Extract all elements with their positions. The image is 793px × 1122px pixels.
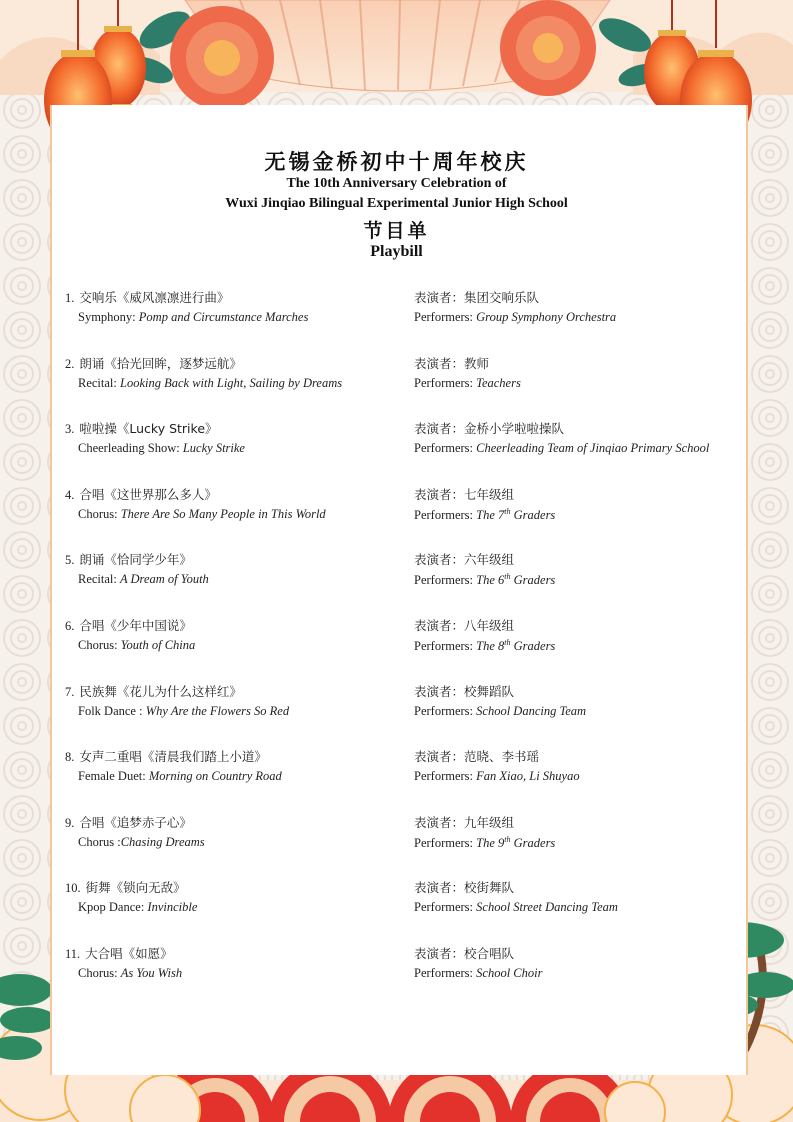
program-title-en: A Dream of Youth — [120, 572, 209, 586]
performer-label-en: Performers: — [414, 376, 477, 390]
program-genre-en: Chorus: — [78, 966, 121, 980]
program-genre-en: Recital: — [78, 376, 120, 390]
program-title-en-line — [78, 900, 197, 915]
performer-label-en: Performers: — [414, 769, 477, 783]
performer-label-cn: 表演者： — [414, 880, 465, 895]
program-item — [0, 747, 793, 797]
program-item — [0, 813, 793, 863]
performer-cn: 教师 — [464, 356, 490, 371]
program-title-cn: 合唱《这世界那么多人》 — [79, 487, 217, 502]
performer-cn-line — [414, 878, 514, 896]
program-genre-en: Chorus: — [78, 507, 121, 521]
program-number: 4. — [65, 488, 75, 502]
program-genre-en: Symphony: — [78, 310, 139, 324]
program-title-en: Why Are the Flowers So Red — [145, 704, 290, 718]
program-title-cn: 街舞《锁向无敌》 — [85, 880, 186, 895]
performer-cn: 八年级组 — [464, 618, 515, 633]
performer-en: The 8th Graders — [476, 638, 556, 654]
program-title-cn-line — [65, 682, 242, 700]
program-item — [0, 616, 793, 666]
program-number: 2. — [65, 357, 75, 371]
program-title-en-line — [78, 835, 205, 850]
performer-en: The 9th Graders — [476, 835, 556, 851]
program-number: 10. — [65, 881, 81, 895]
performer-en-line — [414, 835, 555, 851]
performer-cn: 金桥小学啦啦操队 — [464, 421, 565, 436]
program-genre-en: Recital: — [78, 572, 120, 586]
program-genre-en: Chorus: — [78, 638, 121, 652]
performer-label-cn: 表演者： — [414, 290, 465, 305]
performer-label-cn: 表演者： — [414, 356, 465, 371]
program-number: 5. — [65, 553, 75, 567]
performer-cn: 九年级组 — [464, 815, 515, 830]
program-title-en: Chasing Dreams — [120, 835, 205, 849]
title-chinese: 无锡金桥初中十周年校庆 — [264, 150, 529, 174]
performer-label-en: Performers: — [414, 508, 477, 523]
program-title-cn-line — [65, 747, 267, 765]
performer-en-line — [414, 966, 542, 981]
program-title-cn: 交响乐《威风凛凛进行曲》 — [79, 290, 230, 305]
program-item — [0, 682, 793, 732]
performer-cn-line — [414, 485, 514, 503]
performer-cn: 集团交响乐队 — [464, 290, 540, 305]
performer-label-cn: 表演者： — [414, 684, 465, 699]
program-item — [0, 550, 793, 600]
performer-cn-line — [414, 616, 514, 634]
performer-label-en: Performers: — [414, 573, 477, 588]
performer-en-line — [414, 704, 586, 719]
performer-en: Group Symphony Orchestra — [476, 310, 617, 324]
performer-label-en: Performers: — [414, 966, 477, 980]
performer-cn-line — [414, 550, 514, 568]
program-number: 8. — [65, 750, 75, 764]
performer-cn-line — [414, 813, 514, 831]
performer-cn-line — [414, 944, 514, 962]
program-item — [0, 944, 793, 994]
subtitle-chinese: 节目单 — [363, 220, 430, 242]
program-item — [0, 878, 793, 928]
performer-label-cn: 表演者： — [414, 815, 465, 830]
performer-label-cn: 表演者： — [414, 946, 465, 961]
program-item — [0, 419, 793, 469]
performer-cn-line — [414, 354, 489, 372]
program-title-en: There Are So Many People in This World — [120, 507, 326, 521]
program-title-en: Looking Back with Light, Sailing by Dreams — [120, 376, 343, 390]
program-title-cn-line — [65, 354, 242, 372]
program-title-cn: 女声二重唱《清晨我们踏上小道》 — [79, 749, 267, 764]
program-genre-en: Chorus : — [78, 835, 121, 849]
performer-label-en: Performers: — [414, 900, 477, 914]
flower-left — [170, 6, 274, 110]
performer-label-cn: 表演者： — [414, 552, 465, 567]
program-title-cn-line — [65, 813, 192, 831]
performer-en-line — [414, 900, 618, 915]
program-title-en-line — [78, 310, 308, 325]
program-title-cn-line — [65, 419, 218, 437]
program-title-cn-line — [65, 485, 217, 503]
performer-cn-line — [414, 682, 514, 700]
program-title-en-line — [78, 769, 282, 784]
performer-label-en: Performers: — [414, 310, 477, 324]
program-title-cn-line — [65, 944, 173, 962]
performer-en: Fan Xiao, Li Shuyao — [476, 769, 580, 783]
program-title-cn-line — [65, 288, 229, 306]
program-title-en-line — [78, 704, 289, 719]
program-title-cn: 啦啦操《Lucky Strike》 — [79, 421, 218, 436]
performer-label-en: Performers: — [414, 441, 477, 455]
performer-en-line — [414, 769, 580, 784]
program-title-en: Invincible — [147, 900, 198, 914]
performer-en: School Choir — [476, 966, 543, 980]
program-title-en-line — [78, 966, 182, 981]
program-title-en: Lucky Strike — [182, 441, 245, 455]
program-title-en: As You Wish — [120, 966, 183, 980]
program-number: 11. — [65, 947, 81, 961]
performer-cn: 范晓、李书瑶 — [464, 749, 540, 764]
program-title-en-line — [78, 507, 326, 522]
program-item — [0, 354, 793, 404]
program-genre-en: Folk Dance : — [78, 704, 146, 718]
performer-en: The 7th Graders — [476, 507, 556, 523]
performer-en-line — [414, 376, 521, 391]
program-title-cn: 合唱《追梦赤子心》 — [79, 815, 192, 830]
performer-en-line — [414, 441, 709, 456]
program-number: 9. — [65, 816, 75, 830]
performer-cn: 七年级组 — [464, 487, 515, 502]
program-title-cn-line — [65, 616, 192, 634]
program-title-cn: 朗诵《拾光回眸，逐梦远航》 — [79, 356, 242, 371]
title-english-line-1: The 10th Anniversary Celebration of — [286, 176, 507, 191]
program-item — [0, 485, 793, 535]
performer-en-line — [414, 638, 555, 654]
performer-en: Teachers — [476, 376, 521, 390]
program-title-cn: 朗诵《恰同学少年》 — [79, 552, 192, 567]
program-item — [0, 288, 793, 338]
performer-en: School Street Dancing Team — [476, 900, 618, 914]
program-title-en-line — [78, 638, 195, 653]
performer-label-en: Performers: — [414, 836, 477, 851]
performer-label-cn: 表演者： — [414, 618, 465, 633]
program-number: 3. — [65, 422, 75, 436]
program-title-cn: 合唱《少年中国说》 — [79, 618, 192, 633]
performer-en: The 6th Graders — [476, 572, 556, 588]
performer-cn: 六年级组 — [464, 552, 515, 567]
program-title-cn-line — [65, 550, 192, 568]
performer-label-cn: 表演者： — [414, 749, 465, 764]
performer-label-en: Performers: — [414, 639, 477, 654]
program-title-en-line — [78, 572, 209, 587]
performer-en: Cheerleading Team of Jinqiao Primary School — [476, 441, 710, 455]
performer-label-cn: 表演者： — [414, 421, 465, 436]
program-title-en-line — [78, 441, 245, 456]
performer-en-line — [414, 572, 555, 588]
title-english-line-2: Wuxi Jinqiao Bilingual Experimental Junior High School — [225, 196, 568, 211]
performer-cn-line — [414, 288, 539, 306]
performer-cn: 校街舞队 — [464, 880, 515, 895]
program-title-en: Pomp and Circumstance Marches — [138, 310, 309, 324]
program-number: 6. — [65, 619, 75, 633]
flower-right — [500, 0, 596, 96]
performer-cn: 校舞蹈队 — [464, 684, 515, 699]
program-title-en: Youth of China — [120, 638, 196, 652]
program-number: 1. — [65, 291, 75, 305]
performer-en: School Dancing Team — [476, 704, 587, 718]
program-number: 7. — [65, 685, 75, 699]
subtitle-english: Playbill — [370, 243, 423, 260]
program-genre-en: Kpop Dance: — [78, 900, 148, 914]
performer-cn-line — [414, 419, 564, 437]
performer-en-line — [414, 507, 555, 523]
performer-label-en: Performers: — [414, 704, 477, 718]
performer-label-cn: 表演者： — [414, 487, 465, 502]
performer-cn: 校合唱队 — [464, 946, 515, 961]
performer-cn-line — [414, 747, 539, 765]
program-title-en: Morning on Country Road — [148, 769, 282, 783]
program-genre-en: Cheerleading Show: — [78, 441, 183, 455]
program-title-cn: 民族舞《花儿为什么这样红》 — [79, 684, 242, 699]
program-genre-en: Female Duet: — [78, 769, 149, 783]
program-title-en-line — [78, 376, 342, 391]
program-title-cn-line — [65, 878, 186, 896]
program-title-cn: 大合唱《如愿》 — [85, 946, 173, 961]
performer-en-line — [414, 310, 616, 325]
